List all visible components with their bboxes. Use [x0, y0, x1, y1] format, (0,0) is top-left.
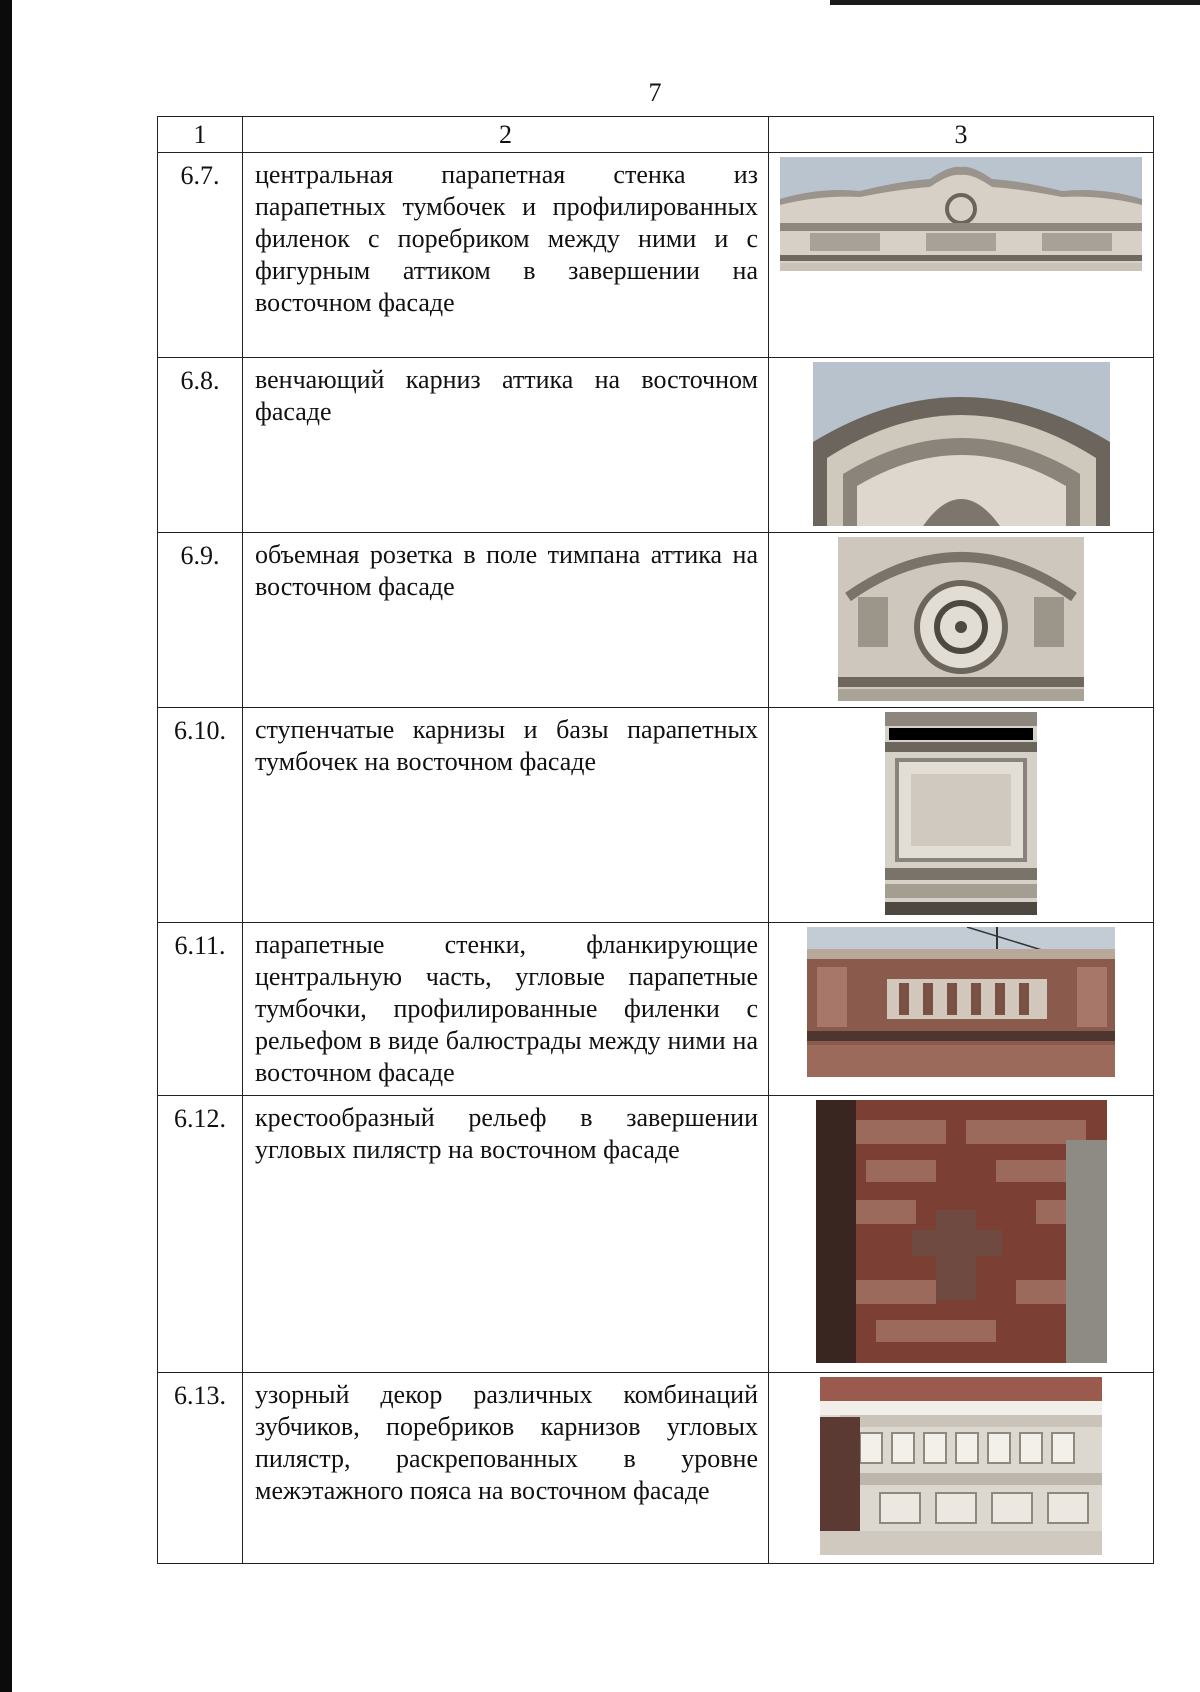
- photo-cell: [769, 1096, 1154, 1373]
- row-description: крестообразный рельеф в завершении угловых пилястр на восточном фасаде: [243, 1096, 769, 1373]
- photo-cell: [769, 533, 1154, 708]
- table-row: [158, 533, 1154, 708]
- cross-relief-photo: [816, 1100, 1107, 1363]
- photo-cell: [769, 153, 1154, 358]
- table-header-row: [158, 117, 1154, 153]
- stepped-cornice-photo: [885, 712, 1037, 915]
- balustrade-photo: [807, 927, 1115, 1077]
- scan-edge-top: [830, 0, 1200, 5]
- row-description: узорный декор различных комбинаций зубчиков, поребриков карнизов угловых пилястр, раскрепованных в уровне межэтажного пояса на восточном фасаде: [243, 1373, 769, 1564]
- table-row: [158, 708, 1154, 923]
- rosette-photo: [838, 537, 1084, 701]
- row-number: 6.9.: [158, 533, 243, 708]
- parapet-wall-photo: [780, 157, 1142, 271]
- scan-edge-left: [0, 0, 12, 1692]
- row-description: венчающий карниз аттика на восточном фасаде: [243, 358, 769, 533]
- monument-elements-table: [157, 116, 1154, 1564]
- row-number: 6.10.: [158, 708, 243, 923]
- attic-cornice-photo: [813, 362, 1110, 526]
- row-description: объемная розетка в поле тимпана аттика на восточном фасаде: [243, 533, 769, 708]
- table-row: [158, 153, 1154, 358]
- photo-cell: [769, 923, 1154, 1096]
- photo-cell: [769, 358, 1154, 533]
- row-number: 6.12.: [158, 1096, 243, 1373]
- column-header-3: 3: [769, 117, 1154, 153]
- column-header-1: 1: [158, 117, 243, 153]
- row-number: 6.13.: [158, 1373, 243, 1564]
- row-description: ступенчатые карнизы и базы парапетных тумбочек на восточном фасаде: [243, 708, 769, 923]
- photo-cell: [769, 708, 1154, 923]
- row-number: 6.8.: [158, 358, 243, 533]
- row-number: 6.11.: [158, 923, 243, 1096]
- table-row: [158, 1096, 1154, 1373]
- table-row: [158, 923, 1154, 1096]
- dentil-decor-photo: [820, 1377, 1102, 1555]
- row-description: центральная парапетная стенка из парапетных тумбочек и профилированных филенок с поребриком между ними и с фигурным аттиком в завершении на восточном фасаде: [243, 153, 769, 358]
- photo-cell: [769, 1373, 1154, 1564]
- table-row: [158, 1373, 1154, 1564]
- table-row: [158, 358, 1154, 533]
- row-description: парапетные стенки, фланкирующие центральную часть, угловые парапетные тумбочки, профилированные филенки с рельефом в виде балюстрады между ними на восточном фасаде: [243, 923, 769, 1096]
- row-number: 6.7.: [158, 153, 243, 358]
- column-header-2: 2: [243, 117, 769, 153]
- page-number: 7: [648, 78, 662, 107]
